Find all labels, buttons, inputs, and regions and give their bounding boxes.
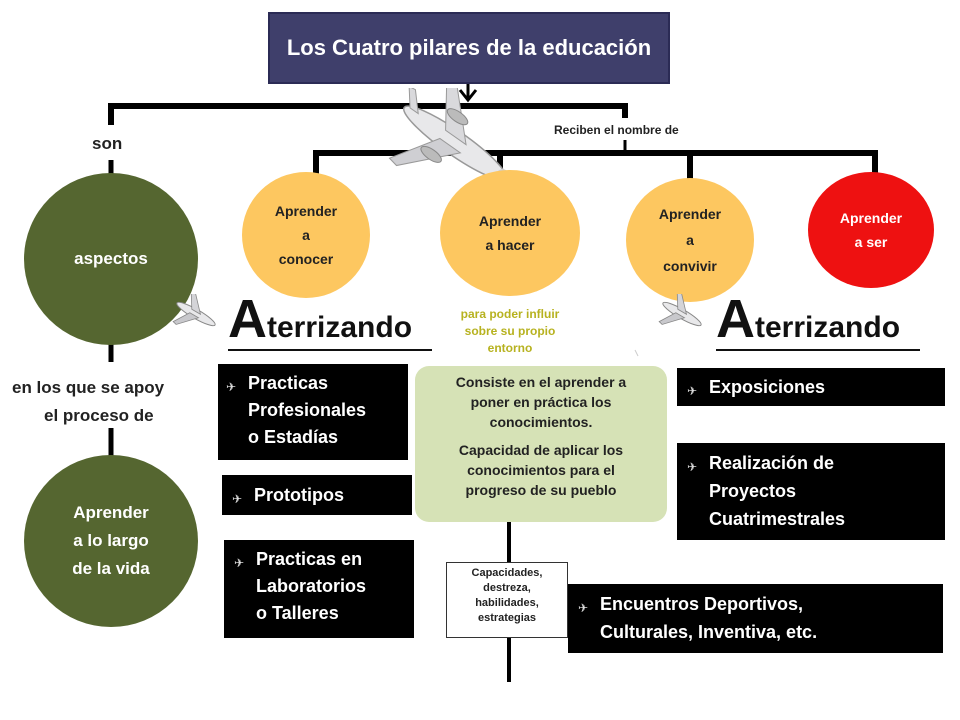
small-airplane-icon: ✈ [232,492,243,506]
influence-line: sobre su propio [464,324,556,338]
small-airplane-icon: ✈ [226,380,237,394]
pillar-aprender-hacer [440,170,580,296]
note-line: progreso de su pueblo [465,482,617,498]
item-line: Realización de [709,453,835,473]
aterrizando-rest: terrizando [267,311,413,344]
pillar-line: a hacer [485,237,535,253]
connector-proceso: el proceso de [44,406,154,425]
aterrizando-rest: terrizando [755,311,901,344]
pillar-line: Aprender [274,203,338,219]
item-line: Culturales, Inventiva, etc. [600,622,818,642]
title-box [268,12,670,84]
item-line: Profesionales [248,400,367,420]
item-line: Laboratorios [256,576,367,596]
cap-line: Capacidades, [471,567,543,579]
influence-line: para poder influir [460,307,560,321]
note-line: Capacidad de aplicar los [458,442,624,458]
aterrizando-underline-left [228,349,432,351]
item-line: Encuentros Deportivos, [600,594,804,614]
pillar-line: conocer [278,251,334,267]
pillar-line: Aprender [839,210,903,226]
connector-son: son [92,134,123,153]
note-line: conocimientos. [489,414,593,430]
pillar-line: Aprender [658,206,722,222]
item-line: Exposiciones [709,377,826,397]
cap-line: habilidades, [475,597,539,609]
right-item-proyectos [677,443,945,540]
pillar-line: a ser [854,234,888,250]
small-airplane-icon: ✈ [687,384,698,398]
lifelong-line: a lo largo [73,531,149,550]
left-item-practicas-laboratorios [224,540,414,638]
influence-note [448,306,572,357]
cap-line: estrategias [477,612,537,624]
item-line: Practicas en [256,549,363,569]
connector-reciben: Reciben el nombre de [554,123,679,137]
influence-line: entorno [487,341,533,355]
note-line: poner en práctica los [470,394,612,410]
aterrizando-underline-right [716,349,920,351]
pillar-aprender-ser [808,172,934,288]
lifelong-line: de la vida [72,559,150,578]
aterrizando-big-letter: A [228,289,267,349]
pillar-line: Aprender [478,213,542,229]
item-line: o Estadías [248,427,339,447]
pillar-line: a [302,227,310,243]
small-airplane-icon [656,294,708,334]
pillar-aprender-conocer [242,172,370,298]
lifelong-line: Aprender [73,503,149,522]
small-airplane-icon: ✈ [687,460,698,474]
aspectos-label: aspectos [74,249,148,268]
cap-line: destreza, [483,582,531,594]
small-airplane-icon [170,294,222,334]
page-title: Los Cuatro pilares de la educación [286,35,652,60]
connector-apoya: en los que se apoy [12,378,165,397]
capacities-box [446,562,568,638]
right-item-exposiciones [677,368,945,406]
small-airplane-icon: ✈ [578,601,589,615]
note-line: Consiste en el aprender a [455,374,627,390]
center-description-note [415,366,667,522]
item-line: Prototipos [254,485,344,505]
item-line: Practicas [248,373,329,393]
item-line: o Talleres [256,603,339,623]
small-airplane-icon: ✈ [234,556,245,570]
aterrizando-heading-left [228,289,413,349]
right-item-encuentros [568,584,943,653]
aterrizando-big-letter: A [716,289,755,349]
pillar-line: a [686,232,694,248]
left-item-prototipos [222,475,412,515]
pillar-line: convivir [663,258,717,274]
item-line: Cuatrimestrales [709,509,846,529]
item-line: Proyectos [709,481,797,501]
lifelong-learning-circle [24,455,198,627]
pillar-aprender-convivir [626,178,754,302]
note-line: conocimientos para el [467,462,615,478]
left-item-practicas-profesionales [218,364,408,460]
aterrizando-heading-right [716,289,901,349]
